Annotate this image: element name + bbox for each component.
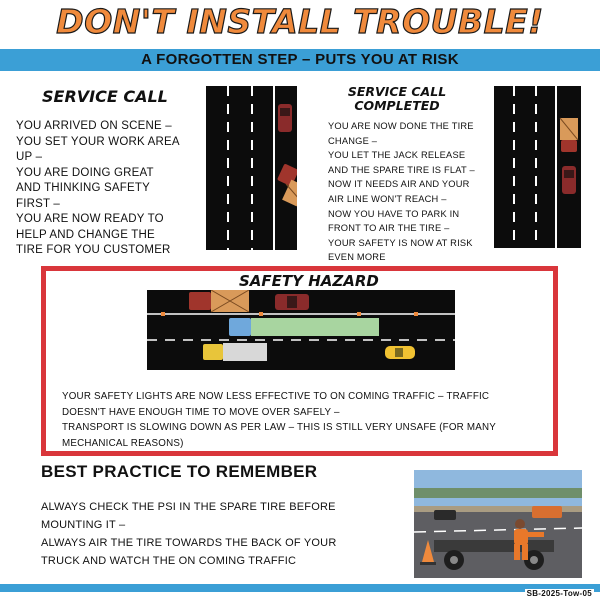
service-call-line: FIRST – xyxy=(16,197,61,210)
completed-line: EVEN MORE xyxy=(328,252,386,263)
hazard-line: MECHANICAL REASONS) xyxy=(62,437,184,449)
completed-line: YOUR SAFETY IS NOW AT RISK xyxy=(328,237,473,248)
completed-line: YOU LET THE JACK RELEASE xyxy=(328,150,466,161)
best-practice-line: MOUNTING IT – xyxy=(41,519,126,531)
document-code: SB-2025-Tow-05 xyxy=(526,589,592,598)
transport-truck xyxy=(229,318,379,336)
completed-line: YOU ARE NOW DONE THE TIRE xyxy=(328,121,474,131)
completed-line: AIR LINE WON'T REACH – xyxy=(328,193,447,204)
completed-line: AND THE SPARE TIRE IS FLAT – xyxy=(328,164,475,175)
service-call-line: YOU SET YOUR WORK AREA xyxy=(16,135,180,148)
safety-hazard-heading: SAFETY HAZARD xyxy=(239,272,379,290)
service-call-line: TIRE FOR YOU CUSTOMER xyxy=(16,244,171,256)
parked-car xyxy=(278,104,292,132)
service-call-line: UP – xyxy=(16,151,43,163)
yellow-car xyxy=(385,346,415,359)
completed-heading-line: COMPLETED xyxy=(354,98,440,113)
completed-line: NOW IT NEEDS AIR AND YOUR xyxy=(328,179,470,190)
hazard-line: TRANSPORT IS SLOWING DOWN AS PER LAW – THIS IS STILL VERY UNSAFE (FOR MANY xyxy=(62,422,496,434)
box-truck xyxy=(203,343,267,361)
service-call-line: YOU ARE NOW READY TO xyxy=(16,213,164,225)
best-practice-text xyxy=(41,498,411,570)
roadside-technician-photo xyxy=(414,470,582,578)
completed-line: FRONT TO AIR THE TIRE – xyxy=(328,223,450,234)
road-illustration-completed xyxy=(494,86,581,248)
service-call-completed-text xyxy=(328,119,492,265)
tow-truck xyxy=(560,118,578,152)
parked-car xyxy=(275,294,309,310)
road-illustration-hazard xyxy=(147,290,455,370)
footer-bar xyxy=(0,584,600,592)
best-practice-line: ALWAYS CHECK THE PSI IN THE SPARE TIRE BEFORE xyxy=(41,501,336,513)
road-illustration-service-call xyxy=(206,86,297,250)
hazard-line: YOUR SAFETY LIGHTS ARE NOW LESS EFFECTIVE TO ON COMING TRAFFIC – TRAFFIC xyxy=(62,391,490,402)
hazard-line: DOESN'T HAVE ENOUGH TIME TO MOVE OVER SAFELY – xyxy=(62,406,340,418)
service-call-line: AND THINKING SAFETY xyxy=(16,182,150,194)
service-call-line: YOU ARE DOING GREAT xyxy=(16,166,154,179)
completed-line: NOW YOU HAVE TO PARK IN xyxy=(328,208,460,219)
best-practice-heading: BEST PRACTICE TO REMEMBER xyxy=(41,462,318,481)
service-call-heading: SERVICE CALL xyxy=(42,87,168,106)
subtitle-banner: A FORGOTTEN STEP – PUTS YOU AT RISK xyxy=(0,49,600,71)
tow-truck xyxy=(189,290,249,312)
best-practice-line: ALWAYS AIR THE TIRE TOWARDS THE BACK OF YOUR xyxy=(41,537,337,549)
service-call-completed-heading xyxy=(326,85,468,113)
completed-line: CHANGE – xyxy=(328,135,378,146)
page-title: DON'T INSTALL TROUBLE! xyxy=(56,2,544,41)
parked-car xyxy=(562,166,576,194)
best-practice-line: TRUCK AND WATCH THE ON COMING TRAFFIC xyxy=(41,555,297,567)
service-call-text xyxy=(16,119,206,259)
safety-hazard-text xyxy=(62,389,552,451)
service-call-line: HELP AND CHANGE THE xyxy=(16,228,155,241)
completed-heading-line: SERVICE CALL xyxy=(347,84,447,99)
service-call-line: YOU ARRIVED ON SCENE – xyxy=(16,120,172,132)
